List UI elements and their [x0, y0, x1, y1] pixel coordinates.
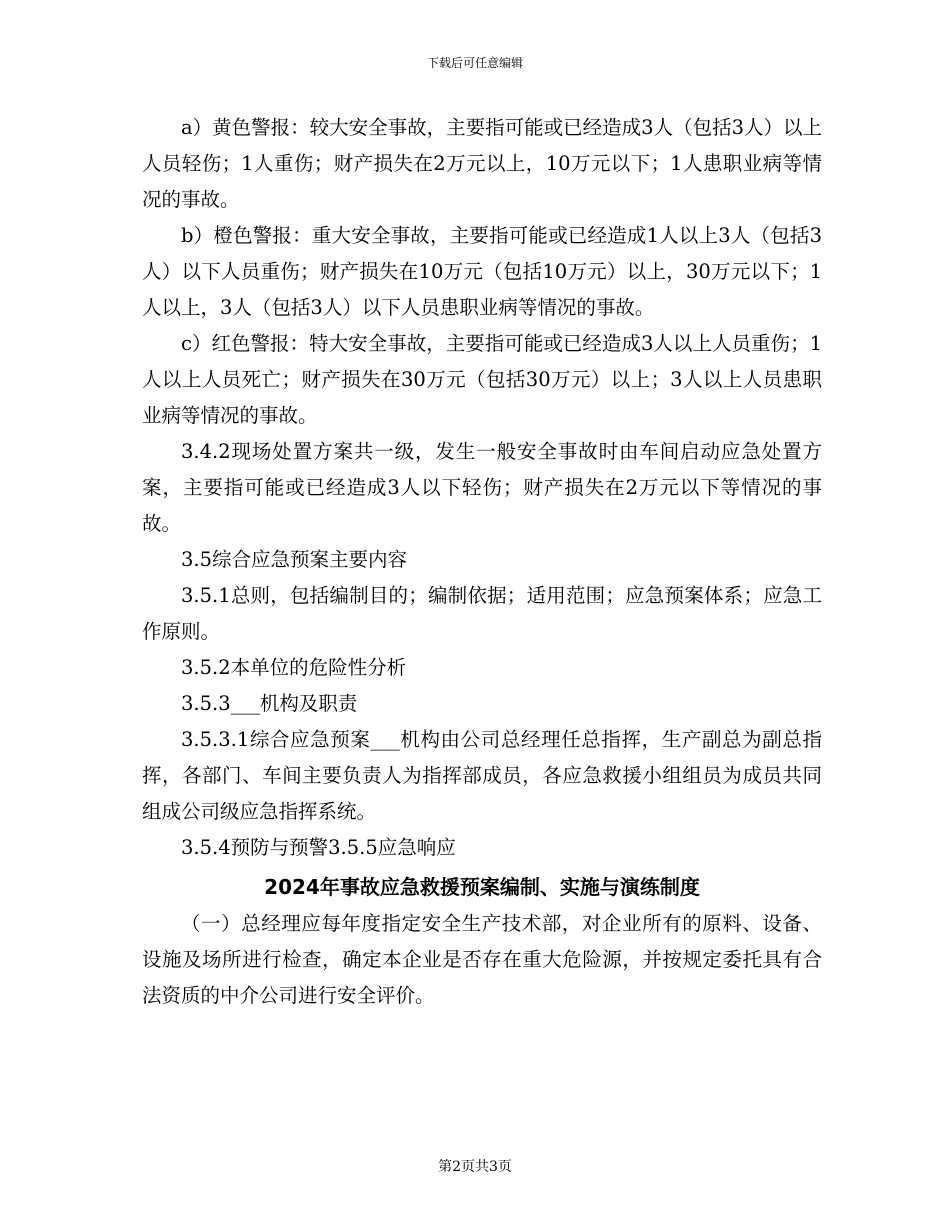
paragraph-yellow-alert: a）黄色警报：较大安全事故，主要指可能或已经造成3人（包括3人）以上人员轻伤；1人重伤；财产损失在2万元以上，10万元以下；1人患职业病等情况的事故。 — [142, 116, 822, 211]
paragraph-3-5-4: 3.5.4预防与预警3.5.5应急响应 — [181, 836, 456, 859]
document-body — [142, 110, 822, 1014]
paragraph-orange-alert: b）橙色警报：重大安全事故，主要指可能或已经造成1人以上3人（包括3人）以下人员重伤；财产损失在10万元（包括10万元）以上，30万元以下；1人以上，3人（包括3人）以下人员患职业病等情况的事故。 — [142, 224, 822, 319]
paragraph-3-5-2: 3.5.2本单位的危险性分析 — [181, 656, 407, 679]
page-header: 下载后可任意编辑 — [426, 56, 523, 70]
paragraph-3-5: 3.5综合应急预案主要内容 — [181, 548, 408, 571]
page-footer: 第2页共3页 — [438, 1159, 512, 1175]
paragraph-3-5-3: 3.5.3___机构及职责 — [181, 692, 358, 715]
paragraph-3-5-1: 3.5.1总则，包括编制目的；编制依据；适用范围；应急预案体系；应急工作原则。 — [142, 584, 822, 643]
paragraph-red-alert: c）红色警报：特大安全事故，主要指可能或已经造成3人以上人员重伤；1人以上人员死亡；财产损失在30万元（包括30万元）以上；3人以上人员患职业病等情况的事故。 — [142, 332, 822, 427]
section-title: 2024年事故应急救援预案编制、实施与演练制度 — [264, 875, 700, 899]
paragraph-section-1: （一）总经理应每年度指定安全生产技术部，对企业所有的原料、设备、设施及场所进行检查，确定本企业是否存在重大危险源，并按规定委托具有合法资质的中介公司进行安全评价。 — [142, 912, 822, 1007]
paragraph-3-4-2: 3.4.2现场处置方案共一级，发生一般安全事故时由车间启动应急处置方案，主要指可能或已经造成3人以下轻伤；财产损失在2万元以下等情况的事故。 — [142, 440, 822, 535]
paragraph-3-5-3-1: 3.5.3.1综合应急预案___机构由公司总经理任总指挥，生产副总为副总指挥，各部门、车间主要负责人为指挥部成员，各应急救援小组组员为成员共同组成公司级应急指挥系统。 — [142, 728, 822, 823]
